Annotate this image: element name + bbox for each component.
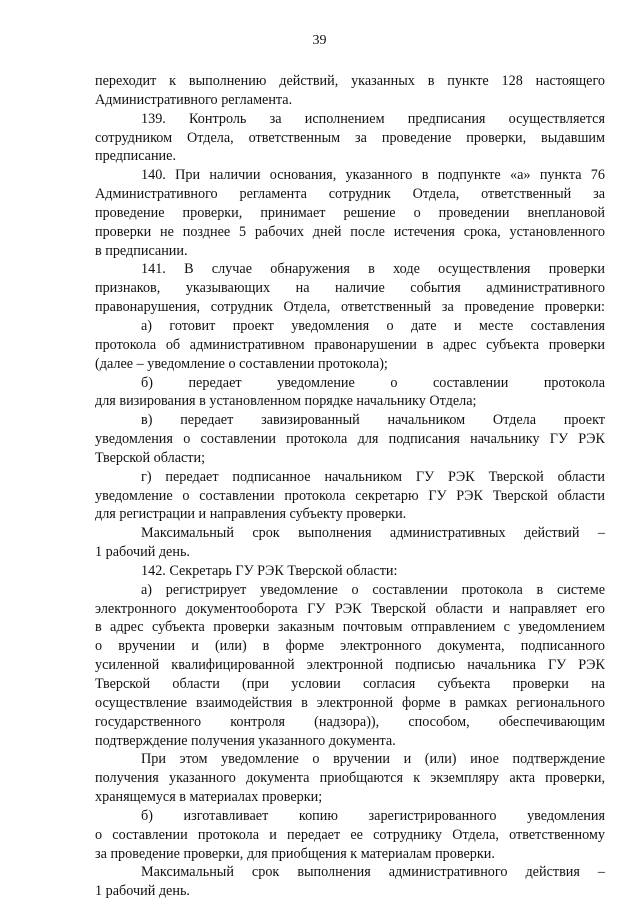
text-line: Административного регламента. — [95, 91, 293, 108]
text-line: осуществление взаимодействия в электронной форме в рамках регионального — [95, 694, 605, 711]
text-line: о вручении и (или) в форме электронного документа, подписанного — [95, 638, 605, 655]
text-line: Максимальный срок выполнения административного действия – — [141, 864, 605, 881]
text-line: 142. Секретарь ГУ РЭК Тверской области: — [141, 562, 398, 579]
document-body — [95, 72, 605, 901]
text-line: Максимальный срок выполнения административных действий – — [141, 525, 605, 542]
text-line: сотрудником Отдела, ответственным за проведение проверки, выдавшим — [95, 129, 605, 146]
text-line: протокола об административном правонарушении в адрес субъекта проверки — [95, 336, 605, 353]
text-line: переходит к выполнению действий, указанных в пункте 128 настоящего — [95, 73, 605, 89]
text-line: правонарушения, сотрудник Отдела, ответственный за проведение проверки: — [95, 299, 605, 316]
text-line: проведение проверки, принимает решение о проведении внеплановой — [95, 204, 605, 221]
text-line: в предписании. — [95, 242, 188, 259]
text-line: предписание. — [95, 148, 176, 165]
text-line: (далее – уведомление о составлении протокола); — [95, 355, 388, 372]
text-line: 139. Контроль за исполнением предписания осуществляется — [141, 110, 605, 127]
text-line: Тверской области; — [95, 449, 206, 466]
text-line: уведомление о составлении протокола секретарю ГУ РЭК Тверской области — [95, 487, 605, 504]
text-line: для визирования в установленном порядке начальнику Отдела; — [95, 393, 477, 410]
text-line: проверки не позднее 5 рабочих дней после истечения срока, установленного — [95, 223, 605, 240]
text-line: получения указанного документа приобщаются к экземпляру акта проверки, — [95, 770, 605, 787]
text-line: 140. При наличии основания, указанного в подпункте «а» пункта 76 — [141, 167, 605, 184]
text-line: б) передает уведомление о составлении протокола — [141, 374, 605, 391]
text-line: о составлении протокола и передает ее сотруднику Отдела, ответственному — [95, 826, 605, 843]
text-line: а) регистрирует уведомление о составлении протокола в системе — [141, 581, 605, 598]
text-line: усиленной квалифицированной электронной подписью начальника ГУ РЭК — [95, 657, 605, 674]
text-line: Тверской области (при условии согласия субъекта проверки на — [95, 676, 605, 692]
text-line: хранящемуся в материалах проверки; — [95, 789, 323, 806]
text-line: уведомления о составлении протокола для подписания начальнику ГУ РЭК — [95, 431, 605, 448]
text-line: для регистрации и направления субъекту проверки. — [95, 506, 407, 523]
text-line: в) передает завизированный начальником Отдела проект — [141, 412, 605, 429]
text-line: в адрес субъекта проверки заказным почтовым отправлением с уведомлением — [95, 619, 605, 636]
text-line: электронного документооборота ГУ РЭК Тверской области и направляет его — [95, 600, 605, 617]
text-line: 1 рабочий день. — [95, 883, 190, 900]
text-line: подтверждение получения указанного документа. — [95, 732, 396, 749]
text-line: Административного регламента сотрудник Отдела, ответственный за — [95, 186, 605, 203]
text-line: г) передает подписанное начальником ГУ РЭК Тверской области — [141, 468, 605, 485]
text-line: б) изготавливает копию зарегистрированного уведомления — [141, 807, 605, 824]
text-line: признаков, указывающих на наличие события административного — [95, 280, 605, 297]
page-number: 39 — [312, 33, 327, 48]
text-line: 141. В случае обнаружения в ходе осуществления проверки — [141, 261, 605, 278]
text-line: за проведение проверки, для приобщения к материалам проверки. — [95, 845, 495, 862]
text-line: 1 рабочий день. — [95, 544, 190, 561]
text-line: При этом уведомление о вручении и (или) иное подтверждение — [141, 751, 605, 768]
text-line: государственного контроля (надзора)), способом, обеспечивающим — [95, 713, 605, 730]
text-line: а) готовит проект уведомления о дате и месте составления — [141, 317, 605, 334]
